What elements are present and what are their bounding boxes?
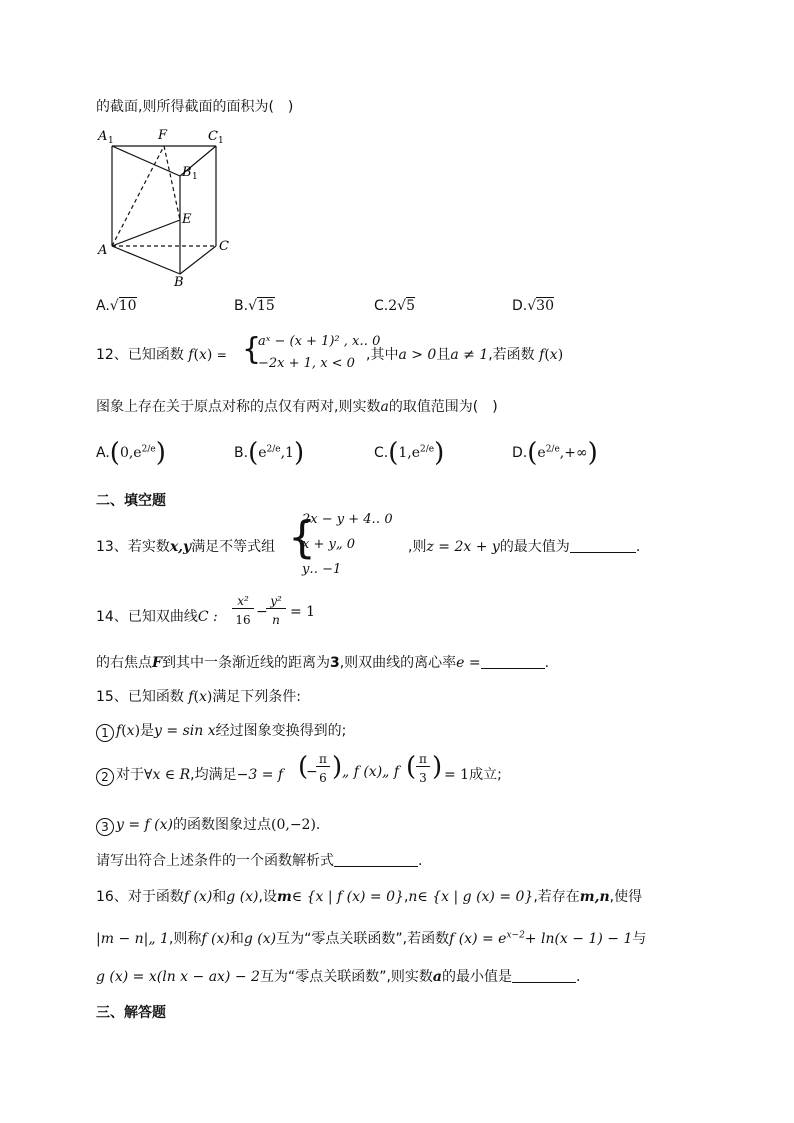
q14-equals-one: = 1: [290, 604, 316, 620]
label-a: A: [98, 243, 108, 258]
label-e: E: [182, 212, 192, 227]
q16-line2: |m − n|„ 1,则称f (x)和g (x)互为“零点关联函数”,若函数f $(x) = e^{x-2}+ \ln(x - 1) - 1$与: [96, 930, 647, 947]
q13-constraint-1: 2x − y + 4‥ 0: [302, 512, 393, 527]
q14-answer-blank[interactable]: [481, 654, 545, 669]
q15-paren-open-1: (: [298, 752, 309, 782]
q15-paren-close-2: ): [432, 752, 443, 782]
q14-minus: −: [256, 604, 268, 620]
section-3-title: 三、解答题: [96, 1005, 166, 1021]
q15-condition-1: 1 f(x)是y = sin x经过图象变换得到的;: [96, 720, 346, 742]
q12-piece1: aˣ − (x + 1)² , x‥ 0: [258, 334, 381, 349]
q13-system-brace: {: [288, 512, 316, 563]
q15-pi-den-1: 6: [319, 771, 327, 785]
label-b1-sub: 1: [192, 172, 198, 182]
label-c: C: [219, 239, 229, 254]
q15-pi-den-2: 3: [419, 771, 427, 785]
label-a1: A: [98, 129, 108, 144]
q12-line2: 图象上存在关于原点对称的点仅有两对,则实数a的取值范围为( ): [96, 399, 498, 415]
label-b: B: [174, 275, 184, 286]
q14-line1: 14、已知双曲线C :: [96, 609, 218, 625]
q12-option-b: $B.(e^{2/e},1)$: [234, 438, 305, 468]
q16-line3: g (x) = x(ln x − ax) − 2互为“零点关联函数”,则实数a的最小值是 .: [96, 969, 581, 985]
q15-line1: 15、已知函数 f(x)满足下列条件:: [96, 689, 302, 705]
q15-mid-expr: „ f (x)„ f: [342, 764, 400, 780]
q13-constraint-3: y‥ −1: [302, 562, 342, 577]
q15-pi-num-1: π: [316, 752, 330, 767]
prism-figure: [94, 126, 244, 286]
q13-line1-tail: ,则z = 2x + y的最大值为 .: [408, 539, 641, 555]
label-c1-sub: 1: [218, 136, 224, 146]
q12-option-c: $C.(1,e^{2/e})$: [374, 438, 445, 468]
q12-option-a: $A.(0,e^{2/e})$: [96, 438, 166, 468]
q11-option-d: D.√30: [512, 298, 554, 314]
q14-frac2-num: y²: [266, 594, 286, 609]
q15-line4: 请写出符合上述条件的一个函数解析式 .: [96, 853, 423, 869]
q12-piecewise-brace: {: [242, 332, 262, 367]
q14-line2: 的右焦点F到其中一条渐近线的距离为3,则双曲线的离心率e = .: [96, 655, 550, 671]
q12-option-d: $D.(e^{2/e},+\infty)$: [512, 438, 598, 468]
label-f: F: [158, 128, 168, 143]
label-c1: C: [208, 129, 218, 144]
label-a1-sub: 1: [108, 136, 114, 146]
q15-condition-3: 3 y = f (x)的函数图象过点(0,−2).: [96, 814, 320, 836]
q15-paren-close-1: ): [332, 752, 343, 782]
q13-constraint-2: x + y„ 0: [302, 537, 355, 552]
q14-frac1-den: 16: [235, 613, 251, 627]
q14-frac1-num: x²: [232, 594, 254, 609]
q13-line1: 13、若实数x,y满足不等式组: [96, 539, 276, 555]
q15-condition-2: 2 对于∀x ∈ R,均满足−3 = f: [96, 764, 283, 786]
q15-condition-2-tail: = 1成立;: [444, 767, 502, 783]
section-2-title: 二、填空题: [96, 493, 166, 509]
q16-answer-blank[interactable]: [512, 968, 576, 983]
q16-line1: 16、对于函数f (x)和g (x),设m∈ {x | f (x) = 0},n∈ {x | g (x) = 0},若存在m,n,使得: [96, 889, 643, 905]
q11-option-a: A.√10: [96, 298, 137, 314]
q14-frac2-den: n: [272, 613, 280, 627]
q15-paren-open-2: (: [406, 752, 417, 782]
q11-option-b: B.√15: [234, 298, 275, 314]
label-b1: B: [182, 165, 192, 180]
q13-answer-blank[interactable]: [570, 538, 636, 553]
q15-neg-sign: −: [306, 764, 318, 780]
q11-option-c: C.2√5: [374, 298, 415, 314]
q12-line1: 12、已知函数 f(x) =: [96, 347, 227, 363]
q12-line1-tail: ,其中a > 0且a ≠ 1,若函数 f(x): [366, 347, 564, 363]
q11-text-tail: 的截面,则所得截面的面积为( ): [96, 99, 294, 115]
q12-piece2: −2x + 1, x < 0: [258, 356, 355, 371]
q15-answer-blank[interactable]: [334, 852, 418, 867]
q15-pi-num-2: π: [416, 752, 430, 767]
